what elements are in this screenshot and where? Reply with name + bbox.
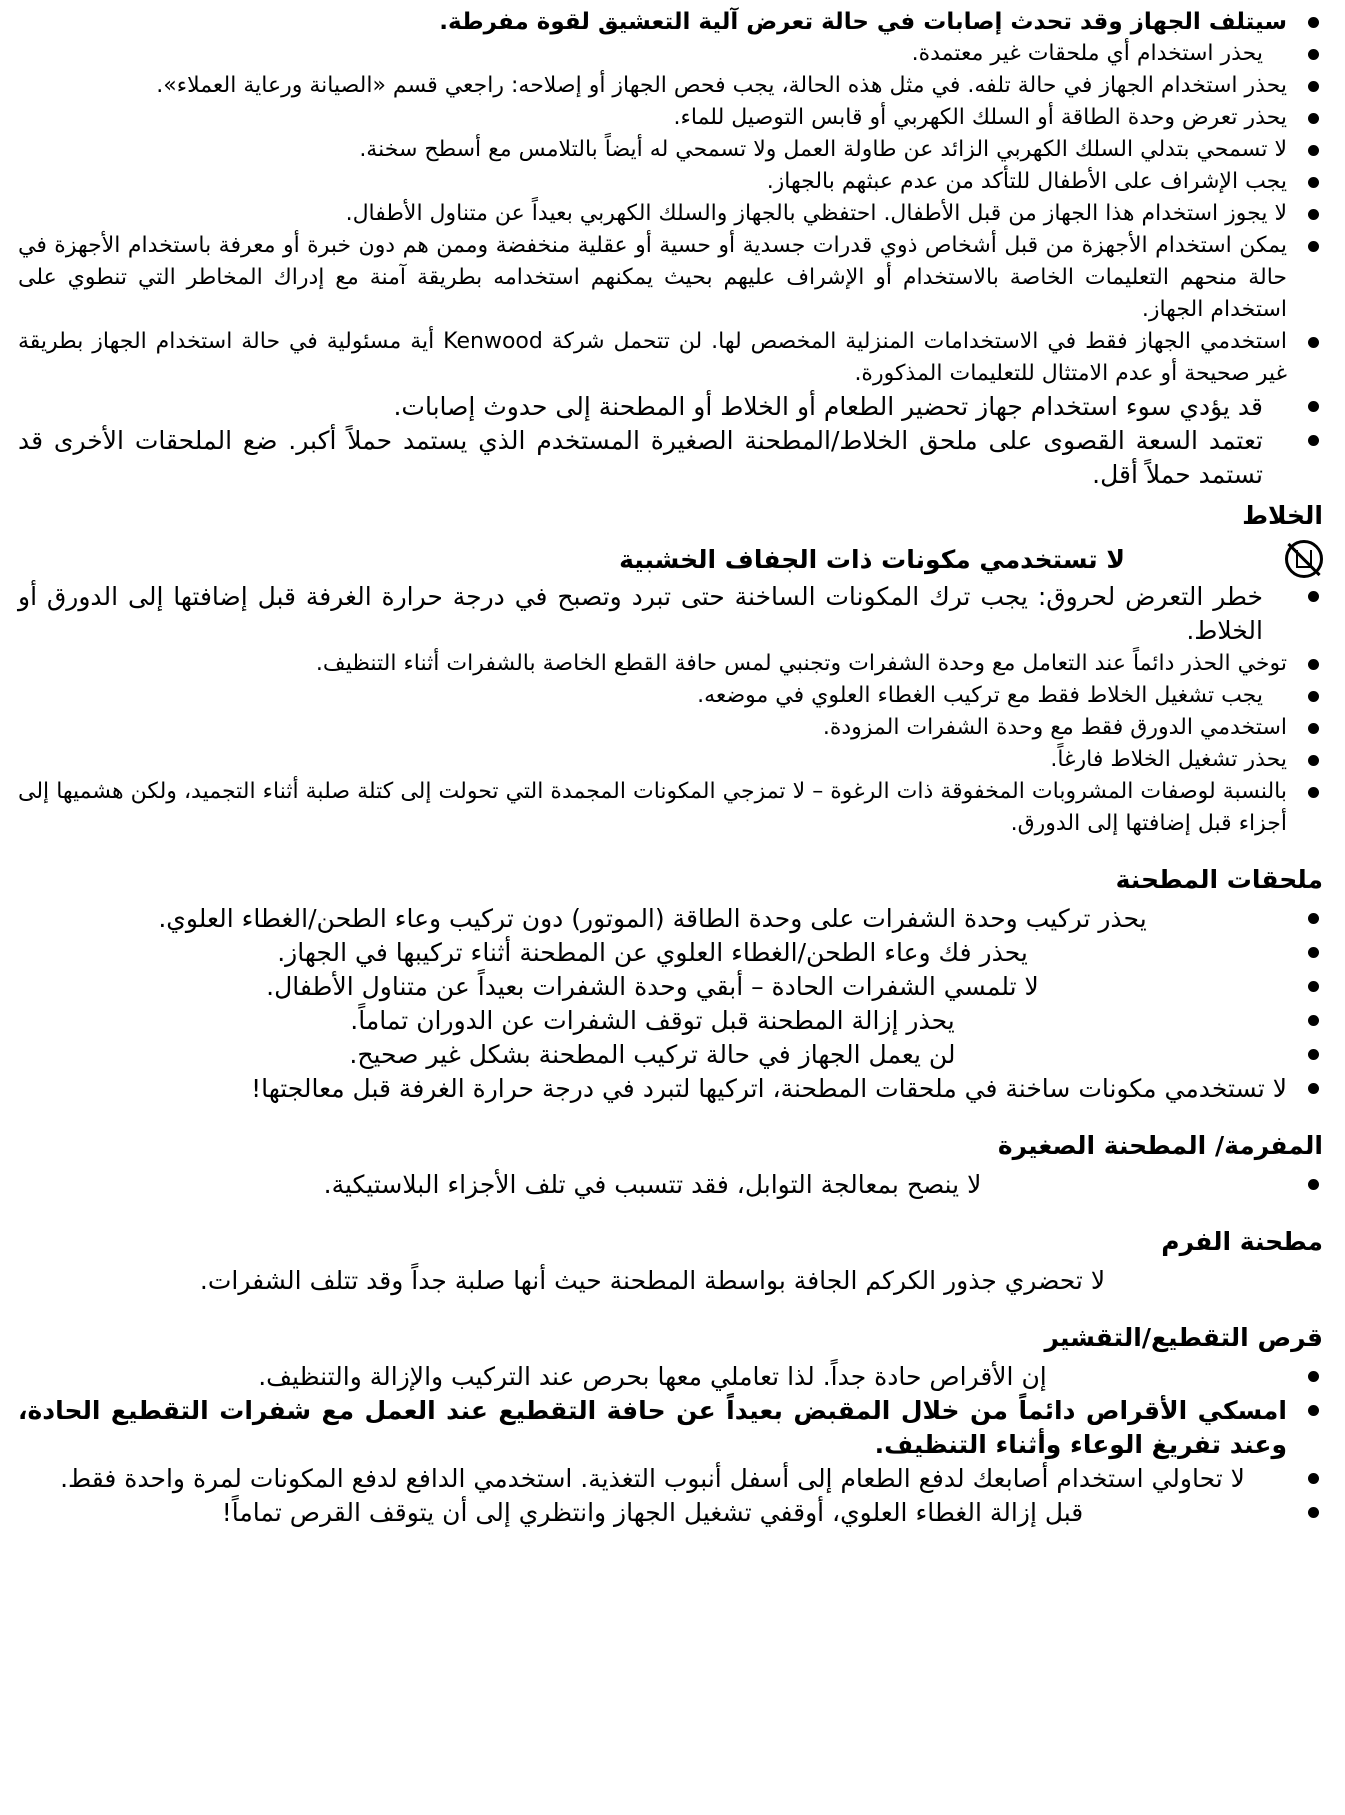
blender-item: يجب تشغيل الخلاط فقط مع تركيب الغطاء العلوي في موضعه. <box>18 680 1323 712</box>
blender-item: بالنسبة لوصفات المشروبات المخفوقة ذات الرغوة – لا تمزجي المكونات المجمدة التي تحولت إلى كتلة صلبة أثناء التجميد، ولكن هشميها إلى أجزاء قبل إضافتها إلى الدورق. <box>18 776 1323 840</box>
disc-item: إن الأقراص حادة جداً. لذا تعاملي معها بحرص عند التركيب والإزالة والتنظيف. <box>18 1360 1323 1394</box>
safety-item: قد يؤدي سوء استخدام جهاز تحضير الطعام أو الخلاط أو المطحنة إلى حدوث إصابات. <box>18 390 1323 424</box>
mill-item: لا تستخدمي مكونات ساخنة في ملحقات المطحنة، اتركيها لتبرد في درجة حرارة الغرفة قبل معالجتها! <box>18 1072 1323 1106</box>
mincer-item: لا ينصح بمعالجة التوابل، فقد تتسبب في تلف الأجزاء البلاستيكية. <box>18 1168 1323 1202</box>
mincer-heading: المفرمة/ المطحنة الصغيرة <box>997 1131 1323 1160</box>
safety-item: يجب الإشراف على الأطفال للتأكد من عدم عبثهم بالجهاز. <box>18 166 1323 198</box>
blender-warning-text: لا تستخدمي مكونات ذات الجفاف الخشبية <box>619 544 1125 574</box>
blender-warning-row <box>18 540 1323 578</box>
mill-item: يحذر تركيب وحدة الشفرات على وحدة الطاقة (الموتور) دون تركيب وعاء الطحن/الغطاء العلوي. <box>18 902 1323 936</box>
blender-item: استخدمي الدورق فقط مع وحدة الشفرات المزودة. <box>18 712 1323 744</box>
safety-item: يحذر تعرض وحدة الطاقة أو السلك الكهربي أو قابس التوصيل للماء. <box>18 102 1323 134</box>
disc-list <box>18 1360 1323 1530</box>
blender-safety-list <box>18 580 1323 840</box>
blender-item: توخي الحذر دائماً عند التعامل مع وحدة الشفرات وتجنبي لمس حافة القطع الخاصة بالشفرات أثناء التنظيف. <box>18 648 1323 680</box>
safety-item: استخدمي الجهاز فقط في الاستخدامات المنزلية المخصص لها. لن تتحمل شركة Kenwood أية مسئولية في حالة استخدام الجهاز بطريقة غير صحيحة أو عدم الامتثال للتعليمات المذكورة. <box>18 326 1323 390</box>
disc-item: قبل إزالة الغطاء العلوي، أوقفي تشغيل الجهاز وانتظري إلى أن يتوقف القرص تماماً! <box>18 1496 1323 1530</box>
mill-item: لا تلمسي الشفرات الحادة – أبقي وحدة الشفرات بعيداً عن متناول الأطفال. <box>18 970 1323 1004</box>
grinder-heading: مطحنة الفرم <box>1161 1227 1323 1256</box>
blender-item: يحذر تشغيل الخلاط فارغاً. <box>18 744 1323 776</box>
disc-item: لا تحاولي استخدام أصابعك لدفع الطعام إلى أسفل أنبوب التغذية. استخدمي الدافع لدفع المكونات لمرة واحدة فقط. <box>18 1462 1323 1496</box>
safety-item: يحذر استخدام الجهاز في حالة تلفه. في مثل هذه الحالة، يجب فحص الجهاز أو إصلاحه: راجعي قسم «الصيانة ورعاية العملاء». <box>18 70 1323 102</box>
safety-item: يمكن استخدام الأجهزة من قبل أشخاص ذوي قدرات جسدية أو حسية أو عقلية منخفضة وممن هم دون خبرة أو معرفة باستخدام الأجهزة في حالة منحهم التعليمات الخاصة بالاستخدام أو الإشراف عليهم بحيث يمكنهم استخدامه بطريقة آمنة مع إدراك المخاطر التي تنطوي على استخدام الجهاز. <box>18 230 1323 326</box>
disc-heading: قرص التقطيع/التقشير <box>1044 1323 1323 1352</box>
mill-item: لن يعمل الجهاز في حالة تركيب المطحنة بشكل غير صحيح. <box>18 1038 1323 1072</box>
blender-heading: الخلاط <box>1242 501 1323 530</box>
safety-item: لا يجوز استخدام هذا الجهاز من قبل الأطفال. احتفظي بالجهاز والسلك الكهربي بعيداً عن متناول الأطفال. <box>18 198 1323 230</box>
safety-item: سيتلف الجهاز وقد تحدث إصابات في حالة تعرض آلية التعشيق لقوة مفرطة. <box>18 6 1323 38</box>
no-dishwasher-icon <box>1285 540 1323 578</box>
intro-safety-list <box>18 6 1323 492</box>
safety-item: تعتمد السعة القصوى على ملحق الخلاط/المطحنة الصغيرة المستخدم الذي يستمد حملاً أكبر. ضع الملحقات الأخرى قد تستمد حملاً أقل. <box>18 424 1323 492</box>
safety-item: لا تسمحي بتدلي السلك الكهربي الزائد عن طاولة العمل ولا تسمحي له أيضاً بالتلامس مع أسطح سخنة. <box>18 134 1323 166</box>
grinder-item: لا تحضري جذور الكركم الجافة بواسطة المطحنة حيث أنها صلبة جداً وقد تتلف الشفرات. <box>199 1266 1106 1295</box>
grinder-list <box>18 1264 1323 1298</box>
mill-attachment-list <box>18 902 1323 1106</box>
mill-item: يحذر إزالة المطحنة قبل توقف الشفرات عن الدوران تماماً. <box>18 1004 1323 1038</box>
mill-item: يحذر فك وعاء الطحن/الغطاء العلوي عن المطحنة أثناء تركيبها في الجهاز. <box>18 936 1323 970</box>
safety-item: يحذر استخدام أي ملحقات غير معتمدة. <box>18 38 1323 70</box>
blender-item: خطر التعرض لحروق: يجب ترك المكونات الساخنة حتى تبرد وتصبح في درجة حرارة الغرفة قبل إضافتها إلى الدورق أو الخلاط. <box>18 580 1323 648</box>
mincer-list <box>18 1168 1323 1202</box>
disc-item: امسكي الأقراص دائماً من خلال المقبض بعيداً عن حافة التقطيع عند العمل مع شفرات التقطيع الحادة، وعند تفريغ الوعاء وأثناء التنظيف. <box>18 1394 1323 1462</box>
mill-attachment-heading: ملحقات المطحنة <box>1115 865 1323 894</box>
